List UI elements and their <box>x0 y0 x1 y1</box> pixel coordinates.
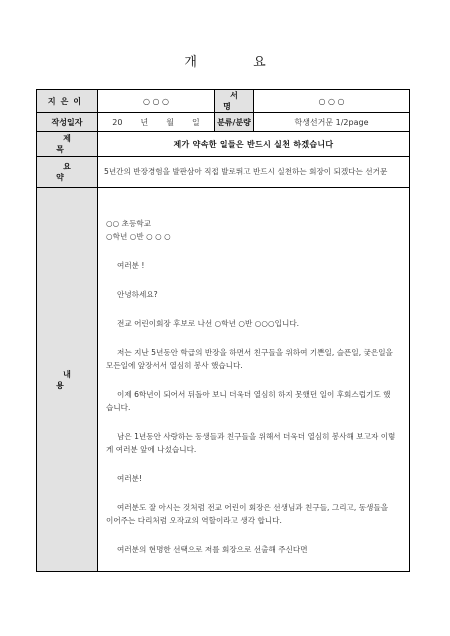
summary-value: 5년간의 반장경험을 발판삼아 직접 발로뛰고 반드시 실천하는 회장이 되겠다는 선거문 <box>98 157 410 188</box>
content-paragraph: 여러분! <box>117 474 143 483</box>
date-year-unit: 년 <box>140 117 149 127</box>
summary-row <box>37 157 410 188</box>
content-label: 내 용 <box>37 188 98 572</box>
name-label: 서 명 <box>215 90 254 113</box>
date-day-unit: 일 <box>191 117 200 127</box>
content-paragraph: 여러분 ! <box>117 261 145 270</box>
content-body <box>98 188 410 572</box>
content-paragraph: 이제 6학년이 되어서 뒤돌아 보니 더욱더 열심히 하지 못했던 일이 후회스럽기도 했습니다. <box>106 390 391 412</box>
content-row <box>37 188 410 572</box>
category-label: 분류/분량 <box>215 113 254 132</box>
date-year: 20 <box>112 117 123 127</box>
content-paragraph: 여러분도 잘 아시는 것처럼 전교 어린이 회장은 선생님과 친구들, 그리고, 동생들을 이어주는 다리처럼 오작교의 역할이라고 생각 합니다. <box>106 503 389 525</box>
content-paragraph: 여러분의 현명한 선택으로 저를 회장으로 선출해 주신다면 <box>117 545 308 554</box>
content-paragraph: 안녕하세요? <box>117 290 158 299</box>
summary-label: 요 약 <box>37 157 98 188</box>
date-value <box>98 113 215 132</box>
student-class: ○학년 ○반 ○ ○ ○ <box>106 232 171 241</box>
content-paragraph: 저는 지난 5년동안 학급의 반장을 하면서 친구들을 위하여 기쁜일, 슬픈일, 궂은일을 모든일에 앞장서서 열심히 봉사 했습니다. <box>106 348 393 370</box>
name-value: ○ ○ ○ <box>254 90 410 113</box>
author-row <box>37 90 410 113</box>
school-name: ○○ 초등학교 <box>106 219 152 228</box>
summary-form-table <box>36 89 410 572</box>
date-row <box>37 113 410 132</box>
date-month-unit: 월 <box>166 117 174 127</box>
author-label: 지은이 <box>37 90 98 113</box>
content-paragraph: 전교 어린이회장 후보로 나선 ○학년 ○반 ○○○입니다. <box>117 319 300 328</box>
subject-label: 제 목 <box>37 132 98 157</box>
subject-row <box>37 132 410 157</box>
subject-value: 제가 약속한 일들은 반드시 실천 하겠습니다 <box>98 132 410 157</box>
category-value: 학생선거문 1/2page <box>254 113 410 132</box>
content-paragraph: 남은 1년동안 사랑하는 동생들과 친구들을 위해서 더욱더 열심히 봉사해 보고자 이렇게 여러분 앞에 나섰습니다. <box>106 432 396 454</box>
date-label: 작성일자 <box>37 113 98 132</box>
page-title: 개 요 <box>184 55 292 70</box>
author-value: ○ ○ ○ <box>98 90 215 113</box>
